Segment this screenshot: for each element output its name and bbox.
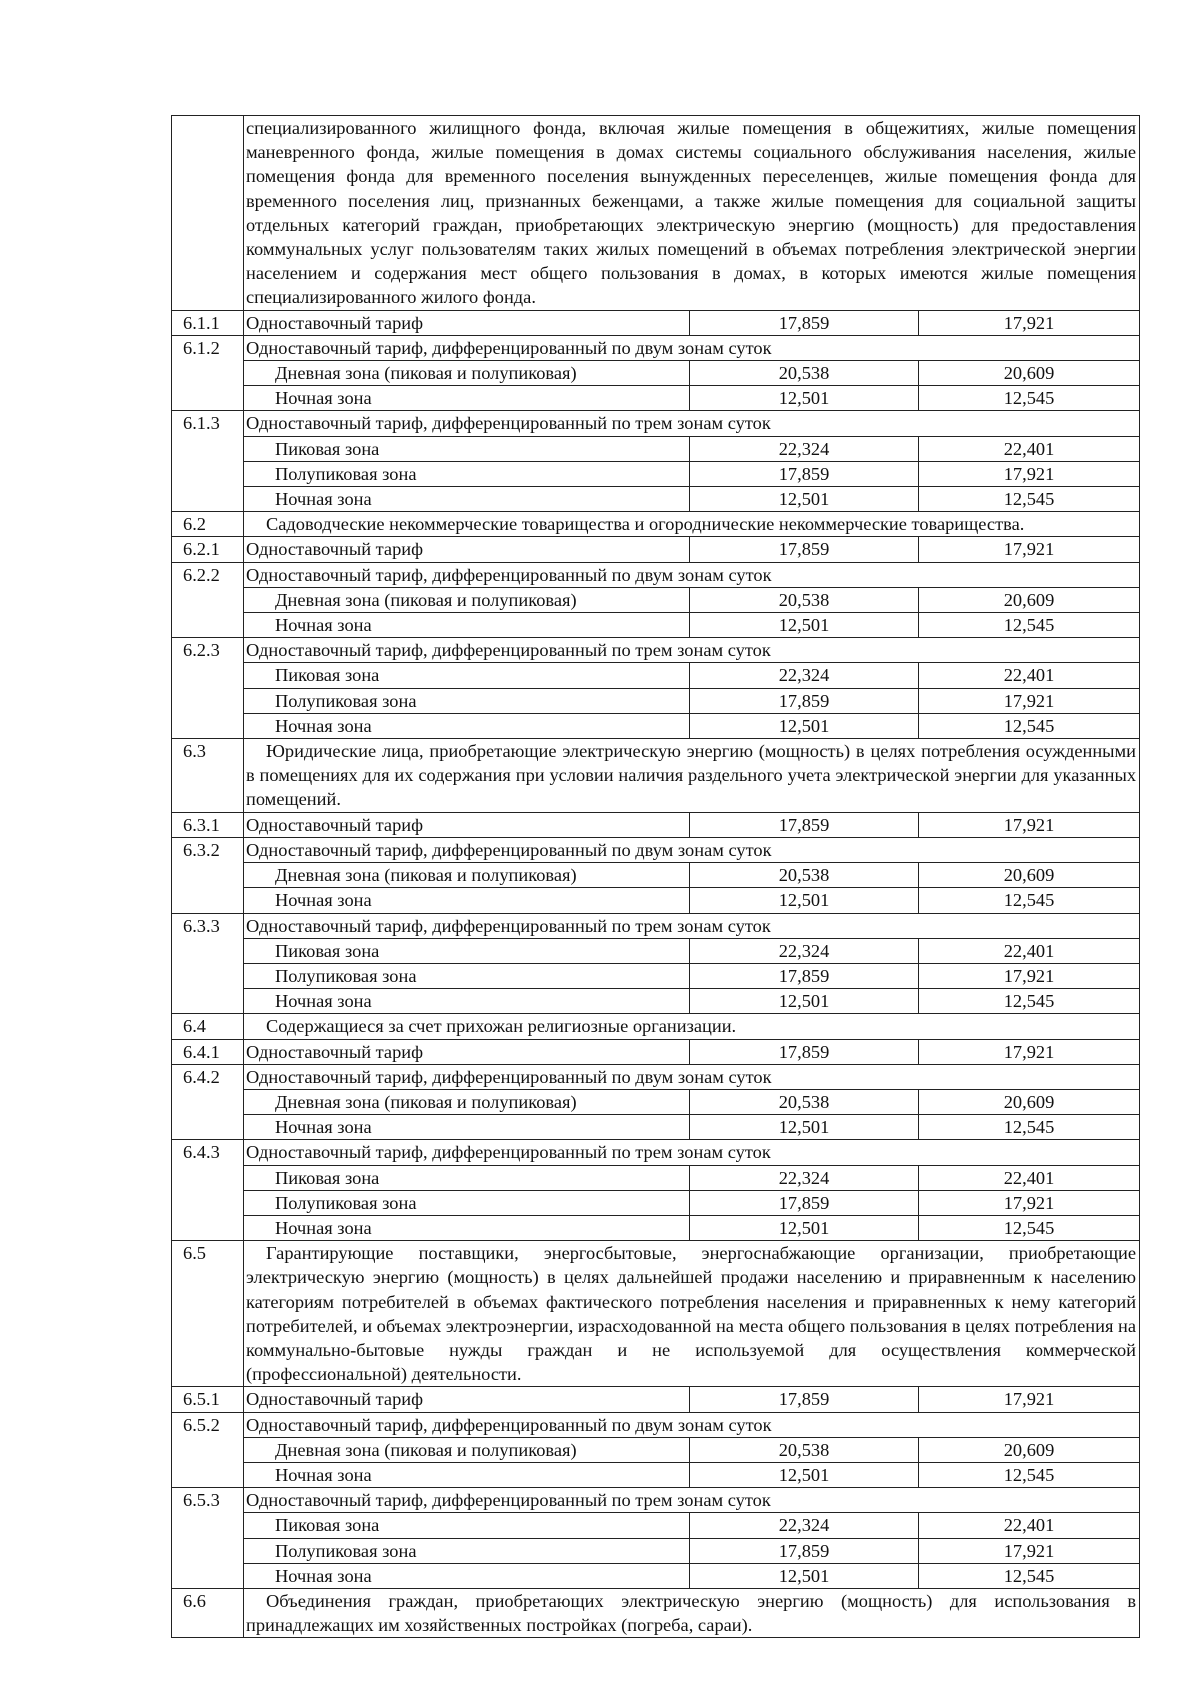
item-number: 6.3.3: [172, 913, 244, 1014]
tariff-value-1: 17,859: [690, 1538, 919, 1563]
zone-label: Ночная зона: [244, 1115, 690, 1140]
tariff-label: Одноставочный тариф: [244, 812, 690, 837]
tariff-group-label: Одноставочный тариф, дифференцированный по двум зонам суток: [244, 562, 1140, 587]
tariff-value-1: 17,859: [690, 1039, 919, 1064]
item-number: 6.2.1: [172, 537, 244, 562]
item-number: 6.4.2: [172, 1064, 244, 1140]
item-number: 6.5.1: [172, 1387, 244, 1412]
tariff-value-1: 17,859: [690, 688, 919, 713]
tariff-label: Одноставочный тариф: [244, 1039, 690, 1064]
tariff-value-2: 17,921: [919, 461, 1140, 486]
tariff-value-2: 20,609: [919, 361, 1140, 386]
tariff-value-1: 22,324: [690, 436, 919, 461]
tariff-label: Одноставочный тариф: [244, 537, 690, 562]
item-number: 6.4: [172, 1014, 244, 1039]
table-row: [172, 1089, 1140, 1114]
tariff-value-1: 17,859: [690, 1387, 919, 1412]
zone-label: Полупиковая зона: [244, 1538, 690, 1563]
table-row: [172, 1387, 1140, 1412]
zone-label: Ночная зона: [244, 1215, 690, 1240]
table-row: [172, 1039, 1140, 1064]
item-number: 6.1.1: [172, 310, 244, 335]
item-number-cell: [172, 116, 244, 311]
tariff-group-label: Одноставочный тариф, дифференцированный по трем зонам суток: [244, 913, 1140, 938]
table-row: [172, 812, 1140, 837]
tariff-value-1: 12,501: [690, 1563, 919, 1588]
tariff-value-2: 12,545: [919, 1462, 1140, 1487]
table-row: [172, 1014, 1140, 1039]
table-row: [172, 1241, 1140, 1387]
tariff-value-2: 22,401: [919, 663, 1140, 688]
zone-label: Ночная зона: [244, 1563, 690, 1588]
table-row: [172, 663, 1140, 688]
tariff-value-2: 17,921: [919, 688, 1140, 713]
item-number: 6.1.2: [172, 335, 244, 411]
tariff-value-2: 12,545: [919, 1115, 1140, 1140]
item-number: 6.2.3: [172, 638, 244, 739]
table-row: [172, 1488, 1140, 1513]
category-description: Гарантирующие поставщики, энергосбытовые, энергоснабжающие организации, приобретающие электрическую энергию (мощность) в целях дальнейшей продажи населению и приравненным к населению категориям потребителей в объемах фактического потребления населения и приравненных к нему категорий потребителей, и объемах электроэнергии, израсходованной на места общего пользования в целях потребления на коммунально-бытовые нужды граждан и не используемой для осуществления коммерческой (профессиональной) деятельности.: [244, 1241, 1140, 1387]
tariff-group-label: Одноставочный тариф, дифференцированный по двум зонам суток: [244, 1412, 1140, 1437]
table-row: [172, 888, 1140, 913]
zone-label: Ночная зона: [244, 989, 690, 1014]
tariff-value-1: 12,501: [690, 888, 919, 913]
tariff-value-2: 20,609: [919, 1437, 1140, 1462]
tariff-value-1: 17,859: [690, 461, 919, 486]
zone-label: Дневная зона (пиковая и полупиковая): [244, 1437, 690, 1462]
tariff-value-2: 22,401: [919, 1513, 1140, 1538]
zone-label: Ночная зона: [244, 613, 690, 638]
tariff-value-1: 12,501: [690, 487, 919, 512]
item-number: 6.3.2: [172, 837, 244, 913]
tariff-value-2: 12,545: [919, 487, 1140, 512]
zone-label: Дневная зона (пиковая и полупиковая): [244, 361, 690, 386]
table-row: [172, 713, 1140, 738]
tariff-value-1: 20,538: [690, 1437, 919, 1462]
tariff-value-2: 22,401: [919, 938, 1140, 963]
tariff-value-1: 22,324: [690, 1513, 919, 1538]
tariff-group-label: Одноставочный тариф, дифференцированный по двум зонам суток: [244, 837, 1140, 862]
table-row: [172, 963, 1140, 988]
item-number: 6.4.3: [172, 1140, 244, 1241]
tariff-value-2: 17,921: [919, 963, 1140, 988]
zone-label: Ночная зона: [244, 888, 690, 913]
tariff-value-2: 12,545: [919, 1563, 1140, 1588]
table-row: [172, 116, 1140, 311]
item-number: 6.5.2: [172, 1412, 244, 1488]
table-row: [172, 1437, 1140, 1462]
zone-label: Пиковая зона: [244, 436, 690, 461]
tariff-value-1: 12,501: [690, 1215, 919, 1240]
tariff-value-2: 12,545: [919, 888, 1140, 913]
table-row: [172, 1215, 1140, 1240]
item-number: 6.2.2: [172, 562, 244, 638]
category-description: Садоводческие некоммерческие товарищества и огороднические некоммерческие товарищества.: [244, 512, 1140, 537]
tariff-table: [171, 115, 1140, 1638]
table-row: [172, 1513, 1140, 1538]
tariff-value-2: 17,921: [919, 537, 1140, 562]
zone-label: Полупиковая зона: [244, 963, 690, 988]
tariff-value-1: 17,859: [690, 963, 919, 988]
tariff-value-2: 12,545: [919, 386, 1140, 411]
table-row: [172, 1538, 1140, 1563]
table-row: [172, 1064, 1140, 1089]
table-row: [172, 938, 1140, 963]
item-number: 6.3.1: [172, 812, 244, 837]
zone-label: Полупиковая зона: [244, 1190, 690, 1215]
tariff-group-label: Одноставочный тариф, дифференцированный по трем зонам суток: [244, 638, 1140, 663]
category-description: Юридические лица, приобретающие электрическую энергию (мощность) в целях потребления осужденными в помещениях для их содержания при условии наличия раздельного учета электрической энергии для указанных помещений.: [244, 739, 1140, 813]
item-number: 6.6: [172, 1588, 244, 1637]
table-row: [172, 638, 1140, 663]
zone-label: Дневная зона (пиковая и полупиковая): [244, 863, 690, 888]
table-row: [172, 1588, 1140, 1637]
table-row: [172, 613, 1140, 638]
tariff-value-1: 20,538: [690, 1089, 919, 1114]
table-row: [172, 386, 1140, 411]
table-row: [172, 1190, 1140, 1215]
tariff-value-2: 17,921: [919, 1538, 1140, 1563]
table-row: [172, 688, 1140, 713]
table-row: [172, 1412, 1140, 1437]
table-row: [172, 837, 1140, 862]
zone-label: Полупиковая зона: [244, 688, 690, 713]
zone-label: Пиковая зона: [244, 938, 690, 963]
tariff-value-1: 17,859: [690, 310, 919, 335]
zone-label: Пиковая зона: [244, 1513, 690, 1538]
tariff-value-2: 17,921: [919, 310, 1140, 335]
table-row: [172, 739, 1140, 813]
zone-label: Ночная зона: [244, 386, 690, 411]
zone-label: Пиковая зона: [244, 663, 690, 688]
document-page: [171, 115, 1139, 1638]
tariff-group-label: Одноставочный тариф, дифференцированный по двум зонам суток: [244, 335, 1140, 360]
tariff-value-1: 20,538: [690, 587, 919, 612]
tariff-value-2: 17,921: [919, 1190, 1140, 1215]
tariff-value-1: 12,501: [690, 1462, 919, 1487]
table-row: [172, 562, 1140, 587]
tariff-value-2: 17,921: [919, 1387, 1140, 1412]
tariff-group-label: Одноставочный тариф, дифференцированный по двум зонам суток: [244, 1064, 1140, 1089]
tariff-value-1: 22,324: [690, 938, 919, 963]
tariff-value-2: 12,545: [919, 989, 1140, 1014]
tariff-value-1: 12,501: [690, 989, 919, 1014]
table-row: [172, 863, 1140, 888]
zone-label: Дневная зона (пиковая и полупиковая): [244, 1089, 690, 1114]
table-row: [172, 1165, 1140, 1190]
table-row: [172, 1115, 1140, 1140]
item-number: 6.5: [172, 1241, 244, 1387]
tariff-value-2: 17,921: [919, 1039, 1140, 1064]
table-row: [172, 587, 1140, 612]
item-number: 6.5.3: [172, 1488, 244, 1589]
table-row: [172, 487, 1140, 512]
tariff-value-1: 20,538: [690, 863, 919, 888]
tariff-value-1: 12,501: [690, 1115, 919, 1140]
zone-label: Полупиковая зона: [244, 461, 690, 486]
zone-label: Ночная зона: [244, 487, 690, 512]
table-row: [172, 1140, 1140, 1165]
tariff-group-label: Одноставочный тариф, дифференцированный по трем зонам суток: [244, 1488, 1140, 1513]
tariff-value-2: 17,921: [919, 812, 1140, 837]
zone-label: Дневная зона (пиковая и полупиковая): [244, 587, 690, 612]
table-row: [172, 989, 1140, 1014]
category-description: Содержащиеся за счет прихожан религиозные организации.: [244, 1014, 1140, 1039]
tariff-value-2: 20,609: [919, 863, 1140, 888]
tariff-value-1: 22,324: [690, 663, 919, 688]
table-row: [172, 411, 1140, 436]
tariff-value-2: 12,545: [919, 713, 1140, 738]
tariff-value-1: 12,501: [690, 613, 919, 638]
tariff-value-2: 12,545: [919, 1215, 1140, 1240]
zone-label: Пиковая зона: [244, 1165, 690, 1190]
table-row: [172, 436, 1140, 461]
item-number: 6.2: [172, 512, 244, 537]
tariff-value-1: 12,501: [690, 713, 919, 738]
tariff-value-1: 17,859: [690, 812, 919, 837]
table-row: [172, 335, 1140, 360]
tariff-value-1: 12,501: [690, 386, 919, 411]
item-number: 6.1.3: [172, 411, 244, 512]
table-row: [172, 1563, 1140, 1588]
zone-label: Ночная зона: [244, 1462, 690, 1487]
tariff-value-1: 17,859: [690, 1190, 919, 1215]
table-row: [172, 512, 1140, 537]
tariff-value-1: 17,859: [690, 537, 919, 562]
category-description: Объединения граждан, приобретающих электрическую энергию (мощность) для использования в принадлежащих им хозяйственных постройках (погреба, сараи).: [244, 1588, 1140, 1637]
tariff-value-2: 22,401: [919, 1165, 1140, 1190]
tariff-label: Одноставочный тариф: [244, 310, 690, 335]
table-row: [172, 537, 1140, 562]
category-description: специализированного жилищного фонда, включая жилые помещения в общежитиях, жилые помещения маневренного фонда, жилые помещения в домах системы социального обслуживания населения, жилые помещения фонда для временного поселения вынужденных переселенцев, жилые помещения фонда для временного поселения лиц, признанных беженцами, а также жилые помещения для социальной защиты отдельных категорий граждан, приобретающих электрическую энергию (мощность) для предоставления коммунальных услуг пользователям таких жилых помещений в объемах потребления электрической энергии населением и содержания мест общего пользования в домах, в которых имеются жилые помещения специализированного жилого фонда.: [244, 116, 1140, 311]
tariff-value-1: 22,324: [690, 1165, 919, 1190]
tariff-value-2: 20,609: [919, 587, 1140, 612]
item-number: 6.3: [172, 739, 244, 813]
tariff-group-label: Одноставочный тариф, дифференцированный по трем зонам суток: [244, 411, 1140, 436]
tariff-value-2: 20,609: [919, 1089, 1140, 1114]
tariff-label: Одноставочный тариф: [244, 1387, 690, 1412]
table-row: [172, 361, 1140, 386]
tariff-value-2: 22,401: [919, 436, 1140, 461]
table-row: [172, 913, 1140, 938]
table-row: [172, 310, 1140, 335]
table-row: [172, 1462, 1140, 1487]
tariff-value-1: 20,538: [690, 361, 919, 386]
tariff-value-2: 12,545: [919, 613, 1140, 638]
table-row: [172, 461, 1140, 486]
tariff-group-label: Одноставочный тариф, дифференцированный по трем зонам суток: [244, 1140, 1140, 1165]
item-number: 6.4.1: [172, 1039, 244, 1064]
zone-label: Ночная зона: [244, 713, 690, 738]
